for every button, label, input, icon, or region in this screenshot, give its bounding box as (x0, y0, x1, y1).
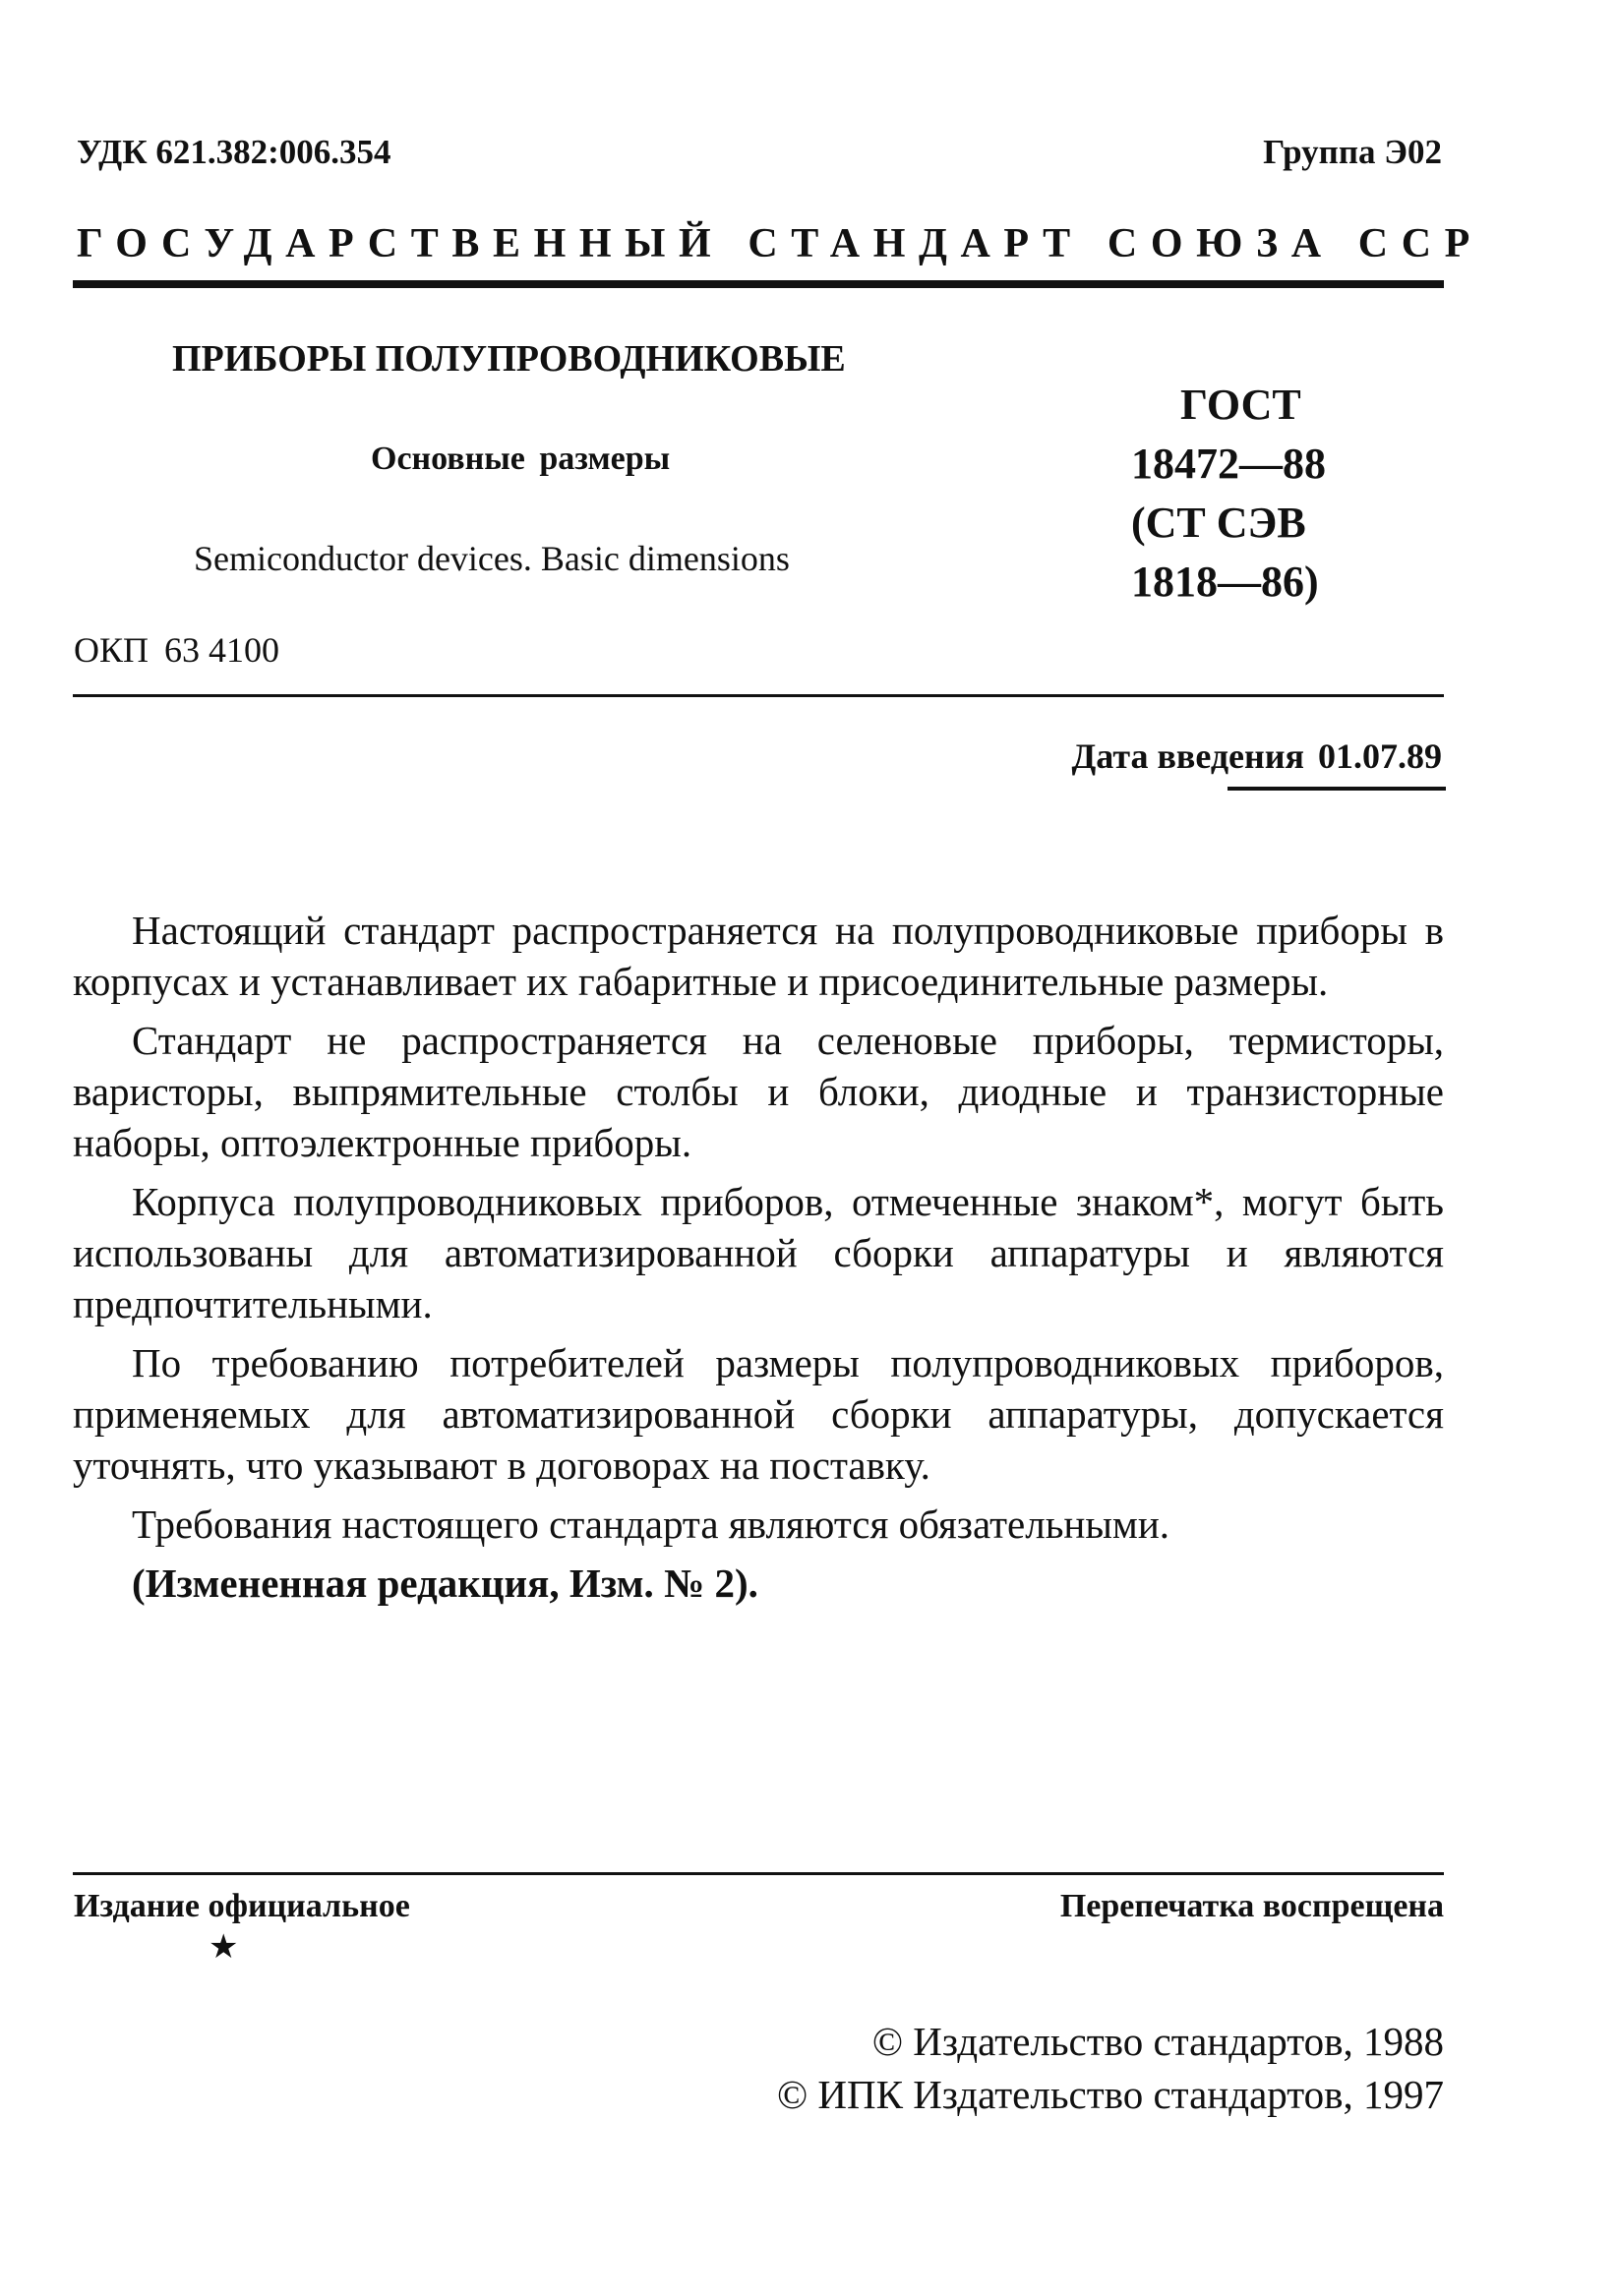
introduction-date (1072, 736, 1443, 777)
date-value: 01.07.89 (1318, 736, 1442, 776)
body-text (73, 905, 1444, 1617)
header-divider (73, 280, 1444, 288)
okp-divider (73, 694, 1444, 697)
okp-label: ОКП (74, 630, 150, 670)
copyright-1997: © ИПК Издательство стандартов, 1997 (776, 2072, 1444, 2117)
star-icon: ★ (209, 1929, 239, 1966)
date-underline (1228, 787, 1446, 791)
footer-divider (73, 1872, 1444, 1875)
document-subtitle-en: Semiconductor devices. Basic dimensions (194, 539, 790, 578)
body-paragraph-4: По требованию потребителей размеры полупроводниковых приборов, применяемых для автоматизированной сборки аппаратуры, допускается уточнять, что указывают в договорах на поставку. (73, 1340, 1444, 1488)
group-code: Группа Э02 (1263, 133, 1442, 171)
st-sev-line2: 1818—86) (1131, 558, 1319, 606)
gost-designation (1131, 376, 1367, 612)
gost-label: ГОСТ (1180, 381, 1301, 429)
state-standard-heading: ГОСУДАРСТВЕННЫЙ СТАНДАРТ СОЮЗА ССР (77, 221, 1483, 266)
document-title: ПРИБОРЫ ПОЛУПРОВОДНИКОВЫЕ (172, 338, 846, 380)
gost-number: 18472—88 (1131, 440, 1326, 488)
date-label: Дата введения (1071, 736, 1304, 776)
amendment-note: (Измененная редакция, Изм. № 2). (132, 1560, 758, 1606)
st-sev-line1: (СТ СЭВ (1131, 499, 1306, 547)
body-paragraph-1: Настоящий стандарт распространяется на полупроводниковые приборы в корпусах и устанавливает их габаритные и присоединительные размеры. (73, 908, 1444, 1004)
okp-code: 63 4100 (164, 630, 280, 670)
official-edition-label: Издание официальное (74, 1888, 410, 1924)
document-subtitle-ru: Основные размеры (371, 441, 671, 477)
body-paragraph-2: Стандарт не распространяется на селеновые приборы, термисторы, варисторы, выпрямительные столбы и блоки, диодные и транзисторные наборы, оптоэлектронные приборы. (73, 1018, 1444, 1165)
body-paragraph-5: Требования настоящего стандарта являются обязательными. (132, 1501, 1170, 1547)
body-paragraph-3: Корпуса полупроводниковых приборов, отмеченные знаком*, могут быть использованы для автоматизированной сборки аппаратуры и являются предпочтительными. (73, 1179, 1444, 1326)
reprint-prohibited-label: Перепечатка воспрещена (1059, 1888, 1444, 1924)
copyright-1988: © Издательство стандартов, 1988 (871, 2019, 1444, 2064)
udk-code: УДК 621.382:006.354 (77, 133, 391, 171)
okp-code-line (74, 629, 279, 671)
